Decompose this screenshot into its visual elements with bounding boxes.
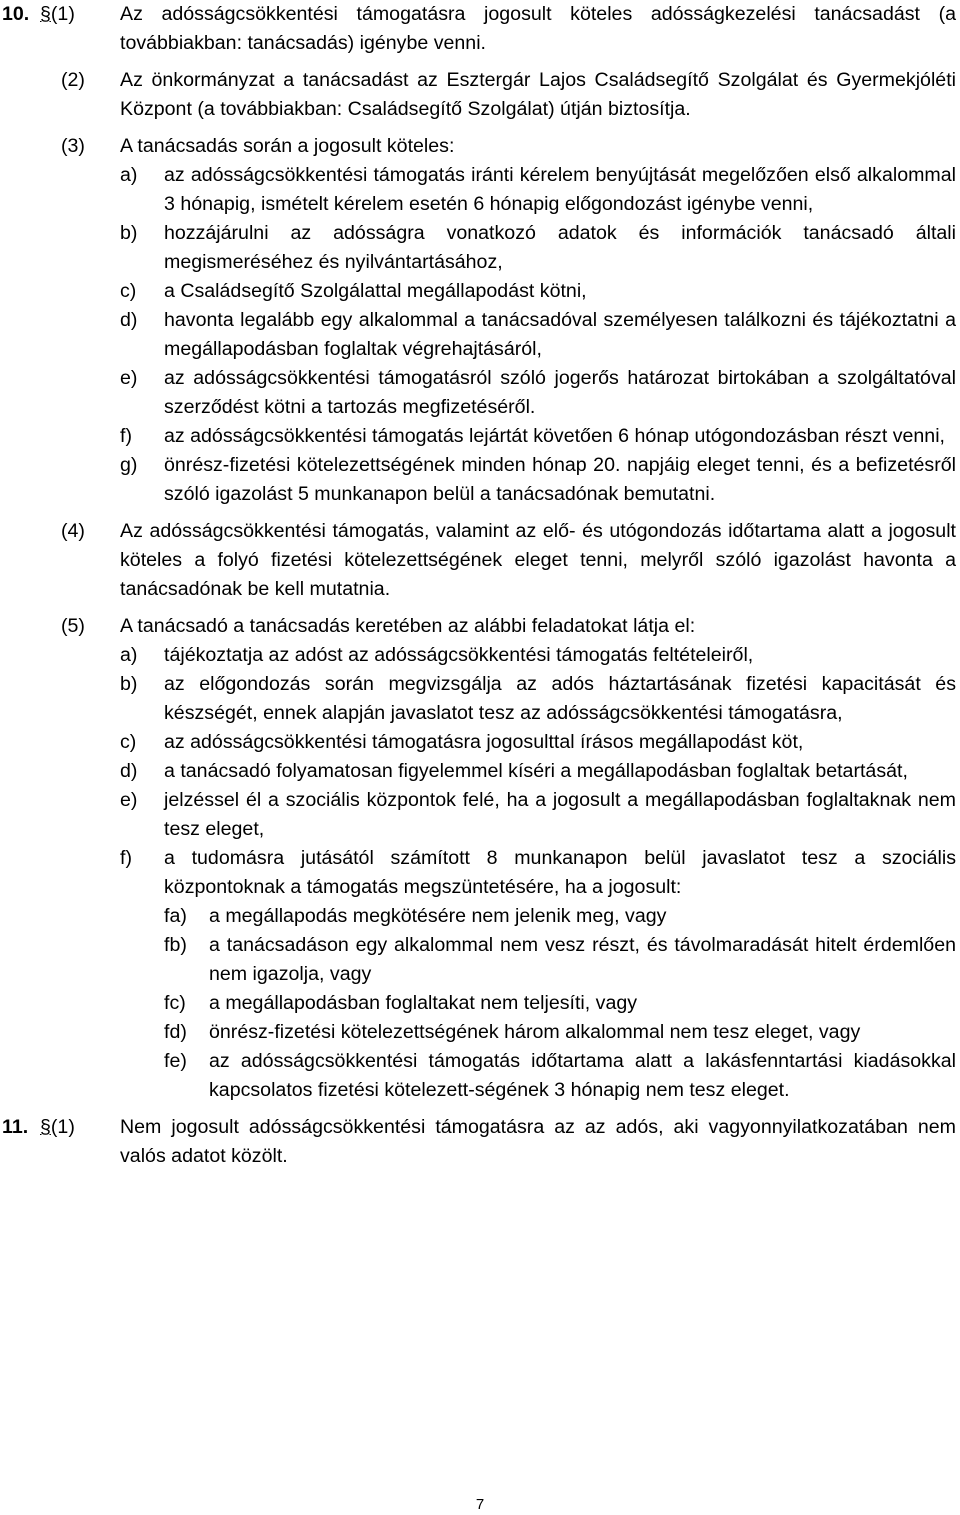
- sub-item-text: a megállapodásban foglaltakat nem teljesíti, vagy: [209, 992, 638, 1014]
- item-text: havonta legalább egy alkalommal a tanácsadóval személyesen találkozni és tájékoztatni a megállapodásban foglaltak végrehajtásáról,: [164, 309, 956, 360]
- item-text: az adósságcsökkentési támogatás iránti kérelem benyújtását megelőzően első alkalommal 3 hónapig, ismételt kérelem esetén 6 hónapig előgondozást igénybe venni,: [164, 164, 956, 215]
- list-item: [120, 670, 956, 728]
- list-item: [120, 161, 956, 219]
- sub-item-text: a tanácsadáson egy alkalommal nem vesz részt, és távolmaradását hitelt érdemlően nem igazolja, vagy: [209, 934, 956, 985]
- sub-list-item: [164, 902, 956, 931]
- section-10-p5: [0, 612, 960, 641]
- section-10-p3: [0, 132, 960, 161]
- section-sign: §: [40, 1116, 51, 1138]
- paragraph-number: (4): [61, 520, 85, 542]
- item-text: hozzájárulni az adósságra vonatkozó adatok és információk tanácsadó általi megismeréséhez és nyilvántartásához,: [164, 222, 956, 273]
- page-number: 7: [475, 1496, 485, 1513]
- paragraph-text: Nem jogosult adósságcsökkentési támogatásra az az adós, aki vagyonnyilatkozatában nem valós adatot közölt.: [120, 1116, 956, 1167]
- item-label: b): [120, 222, 138, 244]
- item-label: b): [120, 673, 138, 695]
- item-text: az adósságcsökkentési támogatásról szóló jogerős határozat birtokában a szolgáltatóval szerződést kötni a tartozás megfizetéséről.: [164, 367, 956, 418]
- paragraph-text: Az önkormányzat a tanácsadást az Esztergár Lajos Családsegítő Szolgálat és Gyermekjóléti Központ (a továbbiakban: Családsegítő Szolgálat) útján biztosítja.: [120, 69, 956, 120]
- list-item: [120, 451, 956, 509]
- list-item: [120, 277, 956, 306]
- item-label: a): [120, 644, 138, 666]
- paragraph-text: Az adósságcsökkentési támogatás, valamint az elő- és utógondozás időtartama alatt a jogosult köteles a folyó fizetési kötelezettségének eleget tenni, melyről szóló igazolást havonta a tanácsadónak be kell mutatnia.: [120, 520, 956, 600]
- item-label: a): [120, 164, 138, 186]
- paragraph-text: Az adósságcsökkentési támogatásra jogosult köteles adósságkezelési tanácsadást (a továbbiakban: tanácsadás) igénybe venni.: [120, 3, 956, 54]
- item-text: az adósságcsökkentési támogatás lejártát követően 6 hónap utógondozásban részt venni,: [164, 425, 945, 447]
- paragraph-number: (5): [61, 615, 85, 637]
- item-label: e): [120, 367, 138, 389]
- item-text: a tanácsadó folyamatosan figyelemmel kíséri a megállapodásban foglaltak betartását,: [164, 760, 908, 782]
- section-sign: §: [40, 3, 51, 25]
- item-label: c): [120, 280, 137, 302]
- item-label: d): [120, 309, 138, 331]
- item-label: f): [120, 425, 132, 447]
- list-item: [120, 364, 956, 422]
- item-text: az előgondozás során megvizsgálja az adós háztartásának fizetési kapacitását és készségét, ennek alapján javaslatot tesz az adósságcsökkentési támogatásra,: [164, 673, 956, 724]
- paragraph-number: (1): [50, 1116, 75, 1138]
- item-text: önrész-fizetési kötelezettségének minden hónap 20. napjáig eleget tenni, és a befizetésről szóló igazolást 5 munkanapon belül a tanácsadónak bemutatni.: [164, 454, 956, 505]
- paragraph-number: (1): [50, 3, 75, 25]
- item-label: f): [120, 847, 132, 869]
- item-text: jelzéssel él a szociális központok felé, ha a jogosult a megállapodásban foglaltaknak nem tesz eleget,: [164, 789, 956, 840]
- list-item: [120, 219, 956, 277]
- list-item: [120, 786, 956, 844]
- section-10-p2: [0, 66, 960, 124]
- section-10-p1: [0, 0, 960, 58]
- sub-item-text: az adósságcsökkentési támogatás időtartama alatt a lakásfenntartási kiadásokkal kapcsolatos fizetési kötelezett-ségének 3 hónapig nem tesz eleget.: [209, 1050, 956, 1101]
- paragraph-number: (3): [61, 135, 85, 157]
- sub-item-text: a megállapodás megkötésére nem jelenik meg, vagy: [209, 905, 667, 927]
- sub-item-label: fd): [164, 1021, 187, 1043]
- paragraph-label: [40, 1113, 75, 1142]
- list-item: [120, 844, 956, 902]
- sub-item-label: fc): [164, 992, 186, 1014]
- list-item: [120, 422, 956, 451]
- item-text: a tudomásra jutásától számított 8 munkanapon belül javaslatot tesz a szociális központoknak a támogatás megszüntetésére, ha a jogosult:: [164, 847, 956, 898]
- sub-list-item: [164, 1047, 956, 1105]
- list-item: [120, 757, 956, 786]
- sub-item-label: fb): [164, 934, 187, 956]
- sub-item-label: fe): [164, 1050, 187, 1072]
- section-number: 10.: [2, 3, 30, 25]
- sub-list-item: [164, 931, 956, 989]
- section-11-p1: [0, 1113, 960, 1171]
- item-label: g): [120, 454, 138, 476]
- list-item: [120, 728, 956, 757]
- sub-list-item: [164, 1018, 956, 1047]
- section-10-p4: [0, 517, 960, 604]
- item-text: a Családsegítő Szolgálattal megállapodást kötni,: [164, 280, 587, 302]
- sub-list-item: [164, 989, 956, 1018]
- item-label: c): [120, 731, 137, 753]
- list-item: [120, 641, 956, 670]
- paragraph-text: A tanácsadó a tanácsadás keretében az alábbi feladatokat látja el:: [120, 615, 696, 637]
- item-text: az adósságcsökkentési támogatásra jogosulttal írásos megállapodást köt,: [164, 731, 804, 753]
- sub-item-label: fa): [164, 905, 187, 927]
- item-label: d): [120, 760, 138, 782]
- item-label: e): [120, 789, 138, 811]
- sub-item-text: önrész-fizetési kötelezettségének három alkalommal nem tesz eleget, vagy: [209, 1021, 861, 1043]
- paragraph-label: [40, 0, 75, 29]
- paragraph-number: (2): [61, 69, 85, 91]
- item-text: tájékoztatja az adóst az adósságcsökkentési támogatás feltételeiről,: [164, 644, 754, 666]
- paragraph-text: A tanácsadás során a jogosult köteles:: [120, 135, 455, 157]
- list-item: [120, 306, 956, 364]
- section-number: 11.: [2, 1116, 29, 1138]
